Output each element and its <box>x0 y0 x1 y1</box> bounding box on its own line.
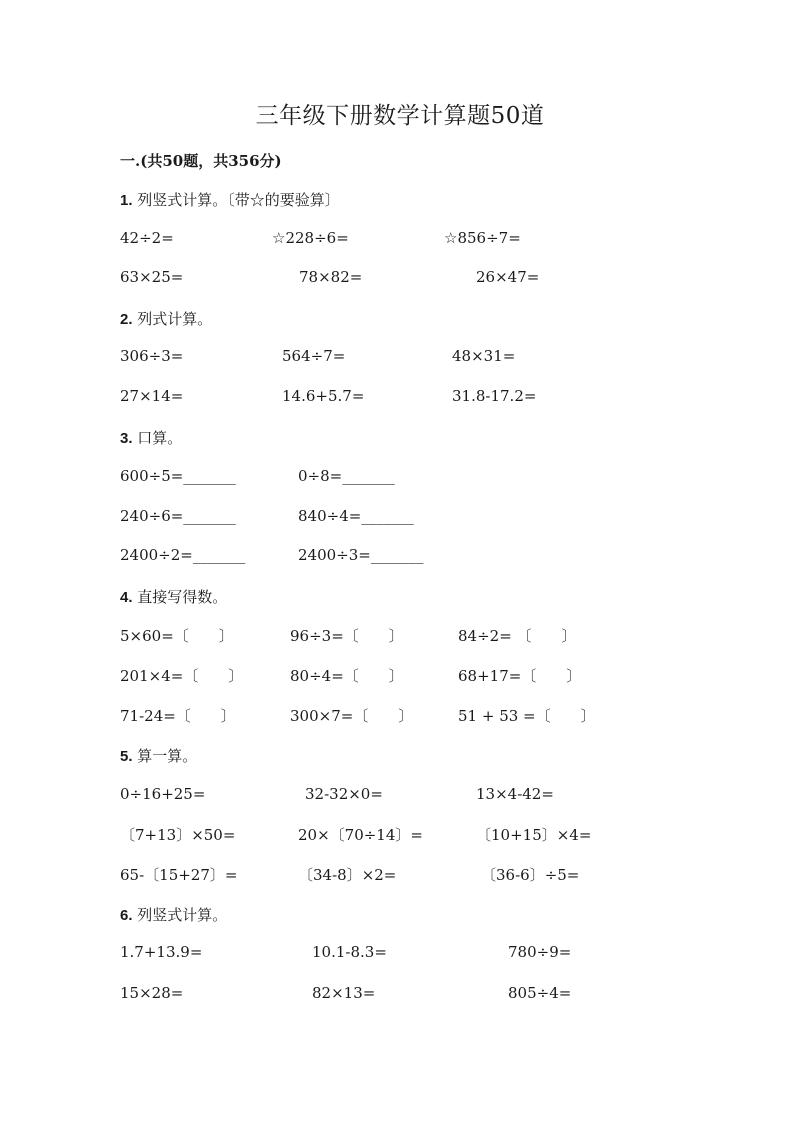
problem-row <box>0 625 800 647</box>
problem-item: 〔7+13〕×50= <box>120 826 236 844</box>
problem-row <box>0 984 800 1006</box>
problem-row <box>0 229 800 251</box>
problem-item: 96÷3=〔 〕 <box>290 627 404 645</box>
question-instruction: 直接写得数。 <box>132 588 228 606</box>
problem-item: 71-24=〔 〕 <box>120 707 236 725</box>
question-number: 4. <box>120 589 133 606</box>
problem-item: 48×31= <box>452 347 516 365</box>
question-number: 2. <box>120 311 133 328</box>
problem-item: ☆228÷6= <box>272 229 349 247</box>
problem-item: 240÷6=_______ <box>120 507 236 525</box>
problem-item: 〔10+15〕×4= <box>476 826 592 844</box>
problem-row <box>0 546 800 568</box>
problem-item: 84÷2= 〔 〕 <box>458 627 577 645</box>
problem-item: 68+17=〔 〕 <box>458 667 582 685</box>
problem-item: 13×4-42= <box>476 785 554 803</box>
problem-row <box>0 268 800 290</box>
problem-row <box>0 705 800 727</box>
problem-item: 201×4=〔 〕 <box>120 667 244 685</box>
problem-row <box>0 785 800 807</box>
question-instruction: 列竖式计算。〔带☆的要验算〕 <box>132 191 340 209</box>
section-heading: 一.(共50题，共356分) <box>120 152 282 170</box>
problem-item: 32-32×0= <box>305 785 383 803</box>
problem-item: 300×7=〔 〕 <box>290 707 414 725</box>
problem-item: 31.8-17.2= <box>452 387 537 405</box>
question-number: 1. <box>120 192 133 209</box>
problem-item: 〔36-6〕÷5= <box>481 866 580 884</box>
problem-row <box>0 347 800 369</box>
question-number: 3. <box>120 430 133 447</box>
problem-item: 〔34-8〕×2= <box>298 866 397 884</box>
problem-item: 82×13= <box>312 984 376 1002</box>
problem-item: 2400÷3=_______ <box>298 546 424 564</box>
problem-item: 10.1-8.3= <box>312 943 387 961</box>
question-number: 5. <box>120 748 133 765</box>
problem-item: 564÷7= <box>282 347 346 365</box>
problem-item: 15×28= <box>120 984 184 1002</box>
page-title: 三年级下册数学计算题50道 <box>255 103 545 129</box>
question-instruction: 列式计算。 <box>132 310 213 328</box>
question-heading-2 <box>120 308 212 329</box>
problem-item: 805÷4= <box>508 984 572 1002</box>
problem-item: 5×60=〔 〕 <box>120 627 234 645</box>
problem-item: 306÷3= <box>120 347 184 365</box>
question-number: 6. <box>120 907 133 924</box>
question-heading-5 <box>120 745 197 766</box>
problem-item: 1.7+13.9= <box>120 943 203 961</box>
problem-item: 780÷9= <box>508 943 572 961</box>
problem-row <box>0 864 800 886</box>
problem-item: 63×25= <box>120 268 184 286</box>
question-heading-1 <box>120 189 340 210</box>
problem-item: 14.6+5.7= <box>282 387 365 405</box>
problem-item: 20×〔70÷14〕= <box>298 826 423 844</box>
problem-item: 2400÷2=_______ <box>120 546 246 564</box>
question-heading-6 <box>120 904 227 925</box>
problem-item: 0÷8=_______ <box>298 467 395 485</box>
problem-item: 27×14= <box>120 387 184 405</box>
problem-item: 80÷4=〔 〕 <box>290 667 404 685</box>
question-instruction: 算一算。 <box>132 747 198 765</box>
problem-row <box>0 665 800 687</box>
question-instruction: 列竖式计算。 <box>132 906 228 924</box>
problem-row <box>0 824 800 846</box>
problem-item: 42÷2= <box>120 229 174 247</box>
problem-row <box>0 507 800 529</box>
problem-row <box>0 387 800 409</box>
question-heading-3 <box>120 427 182 448</box>
problem-row <box>0 467 800 489</box>
problem-item: 600÷5=_______ <box>120 467 236 485</box>
question-heading-4 <box>120 586 227 607</box>
question-instruction: 口算。 <box>132 429 183 447</box>
problem-item: 840÷4=_______ <box>298 507 414 525</box>
problem-row <box>0 943 800 965</box>
problem-item: 26×47= <box>476 268 540 286</box>
problem-item: ☆856÷7= <box>444 229 521 247</box>
problem-item: 51 + 53 =〔 〕 <box>458 707 596 725</box>
problem-item: 78×82= <box>299 268 363 286</box>
problem-item: 0÷16+25= <box>120 785 206 803</box>
problem-item: 65-〔15+27〕= <box>120 866 238 884</box>
